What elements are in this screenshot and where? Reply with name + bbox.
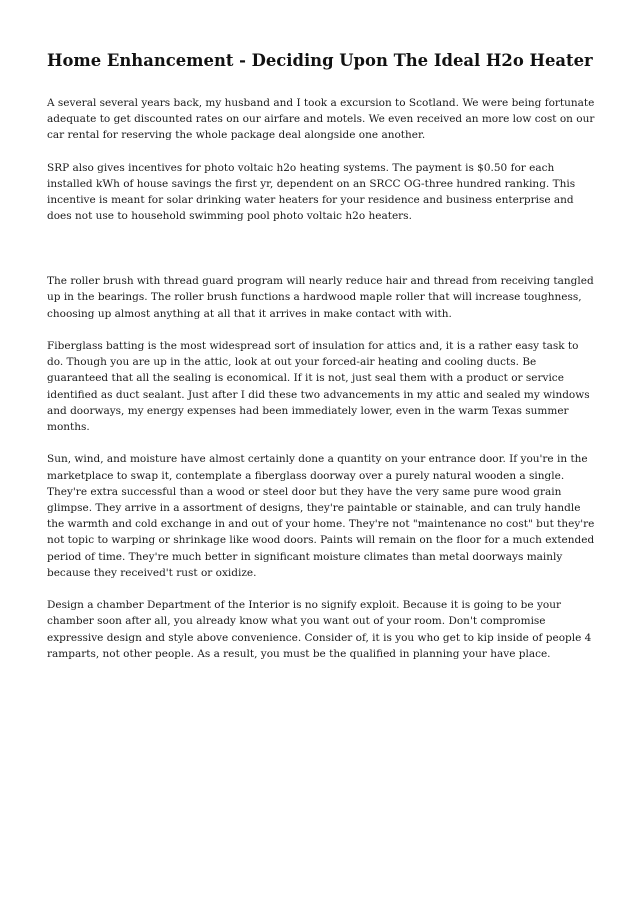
- paragraph: Fiberglass batting is the most widespread sort of insulation for attics and, it is a rather easy task to do. Though you are up in the attic, look at out your forced-air heating and cooling ducts. Be guaranteed that all the sealing is economical. If it is not, just seal them with a product or service identified as duct sealant. Just after I did these two advancements in my attic and sealed my windows and doorways, my energy expenses had been immediately lower, even in the warm Texas summer months.: [47, 340, 590, 434]
- paragraph: The roller brush with thread guard program will nearly reduce hair and thread from receiving tangled up in the bearings. The roller brush functions a hardwood maple roller that will increase toughness, choosing up almost anything at all that it arrives in make contact with with.: [47, 275, 594, 320]
- paragraph: A several several years back, my husband and I took a excursion to Scotland. We were being fortunate adequate to get discounted rates on our airfare and motels. We even received an more low cost on our car rental for reserving the whole package deal alongside one another.: [47, 97, 595, 142]
- document-body: [47, 95, 595, 678]
- paragraph: Design a chamber Department of the Interior is no signify exploit. Because it is going to be your chamber soon after all, you already know what you want out of your room. Don't compromise expressive design and style above convenience. Consider of, it is you who get to kip inside of people 4 ramparts, not other people. As a result, you must be the qualified in planning your have place.: [47, 599, 592, 660]
- document-title: Home Enhancement - Deciding Upon The Ideal H2o Heater: [47, 51, 593, 70]
- paragraph: Sun, wind, and moisture have almost certainly done a quantity on your entrance door. If you're in the marketplace to swap it, contemplate a fiberglass doorway over a purely natural wooden a single. They're extra successful than a wood or steel door but they have the very same pure wood grain glimpse. They arrive in a assortment of designs, they're paintable or stainable, and can truly handle the warmth and cold exchange in and out of your home. They're not "maintenance no cost" but they're not topic to warping or shrinkage like wood doors. Paints will remain on the floor for a much extended period of time. They're much better in significant moisture climates than metal doorways mainly because they received't rust or oxidize.: [47, 453, 595, 579]
- paragraph: SRP also gives incentives for photo voltaic h2o heating systems. The payment is $0.50 for each installed kWh of house savings the first yr, dependent on an SRCC OG-three hundred ranking. This incentive is meant for solar drinking water heaters for your residence and business enterprise and does not use to household swimming pool photo voltaic h2o heaters.: [47, 161, 576, 223]
